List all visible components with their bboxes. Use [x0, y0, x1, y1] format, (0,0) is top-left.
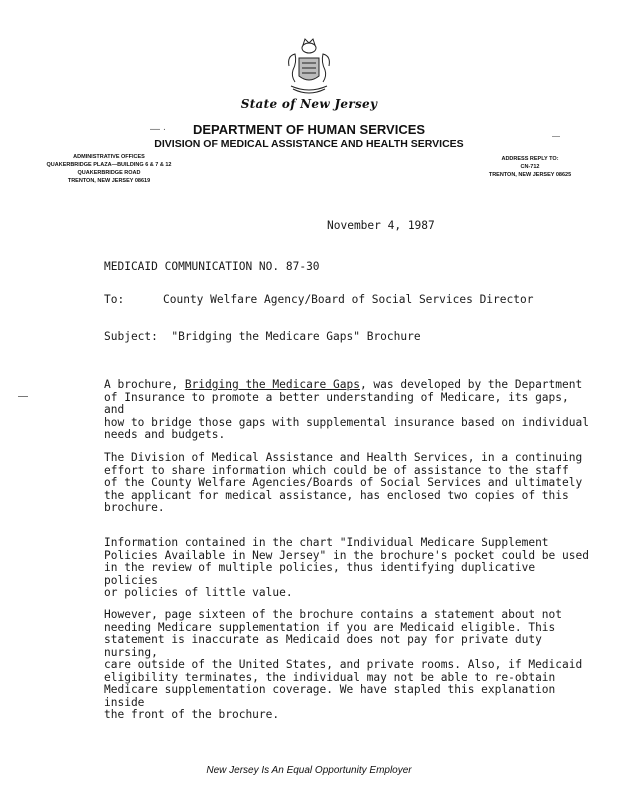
admin-line: TRENTON, NEW JERSEY 08619 [67, 178, 151, 184]
communication-number: MEDICAID COMMUNICATION NO. 87-30 [104, 260, 320, 273]
footer-text: New Jersey Is An Equal Opportunity Employer [206, 765, 412, 776]
admin-line: QUAKERBRIDGE PLAZA—BUILDING 6 & 7 & 12 [46, 162, 172, 168]
subject-label: Subject: [104, 330, 158, 343]
division-name: DIVISION OF MEDICAL ASSISTANCE AND HEALTH SERVICES [154, 138, 464, 150]
reply-line: ADDRESS REPLY TO: [501, 156, 559, 162]
paragraph-1-rest: , was developed by the Department of Insurance to promote a better understanding of Medicare, its gaps, and how to bridge those gaps with supplemental insurance based on individual needs and budgets. [104, 378, 589, 441]
subject-value: "Bridging the Medicare Gaps" Brochure [171, 330, 421, 343]
margin-mark: — · [150, 124, 167, 135]
letter-date: November 4, 1987 [327, 219, 435, 232]
reply-line: CN-712 [520, 164, 540, 170]
state-name: State of New Jersey [240, 97, 378, 111]
to-label: To: [104, 293, 125, 306]
subject-line [104, 330, 421, 343]
admin-line: QUAKERBRIDGE ROAD [77, 170, 141, 176]
administrative-offices-block [34, 153, 184, 185]
to-line [104, 293, 533, 306]
margin-tick [18, 396, 28, 397]
paragraph-1-lead: A brochure, [104, 378, 185, 391]
to-value: County Welfare Agency/Board of Social Services Director [163, 293, 534, 306]
state-seal-icon [283, 36, 335, 98]
paragraph-4: However, page sixteen of the brochure contains a statement about not needing Medicare supplementation if you are Medicaid eligible. This statement is inaccurate as Medicaid does not pay for private duty nursing, care outside of the United States, and private rooms. Also, if Medicaid eligibility terminates, the individual may not be able to re-obtain Medicare supplementation coverage. We have stapled this explanation inside the front of the brochure. [104, 608, 583, 721]
reply-line: TRENTON, NEW JERSEY 08625 [488, 172, 572, 178]
paragraph-1 [104, 379, 594, 442]
reply-address-block [470, 155, 590, 179]
admin-line: ADMINISTRATIVE OFFICES [73, 154, 145, 160]
margin-tick [552, 136, 560, 137]
paragraph-2: The Division of Medical Assistance and Health Services, in a continuing effort to share information which could be of assistance to the staff of the County Welfare Agencies/Boards of Social Services and ultimately the applicant for medical assistance, has enclosed two copies of this brochure. [104, 451, 583, 514]
department-name: DEPARTMENT OF HUMAN SERVICES [192, 122, 426, 137]
paragraph-3: Information contained in the chart "Individual Medicare Supplement Policies Available in New Jersey" in the brochure's pocket could be used in the review of multiple policies, thus identifying duplicative policies or policies of little value. [104, 536, 589, 599]
brochure-title: Bridging the Medicare Gaps [184, 378, 360, 391]
